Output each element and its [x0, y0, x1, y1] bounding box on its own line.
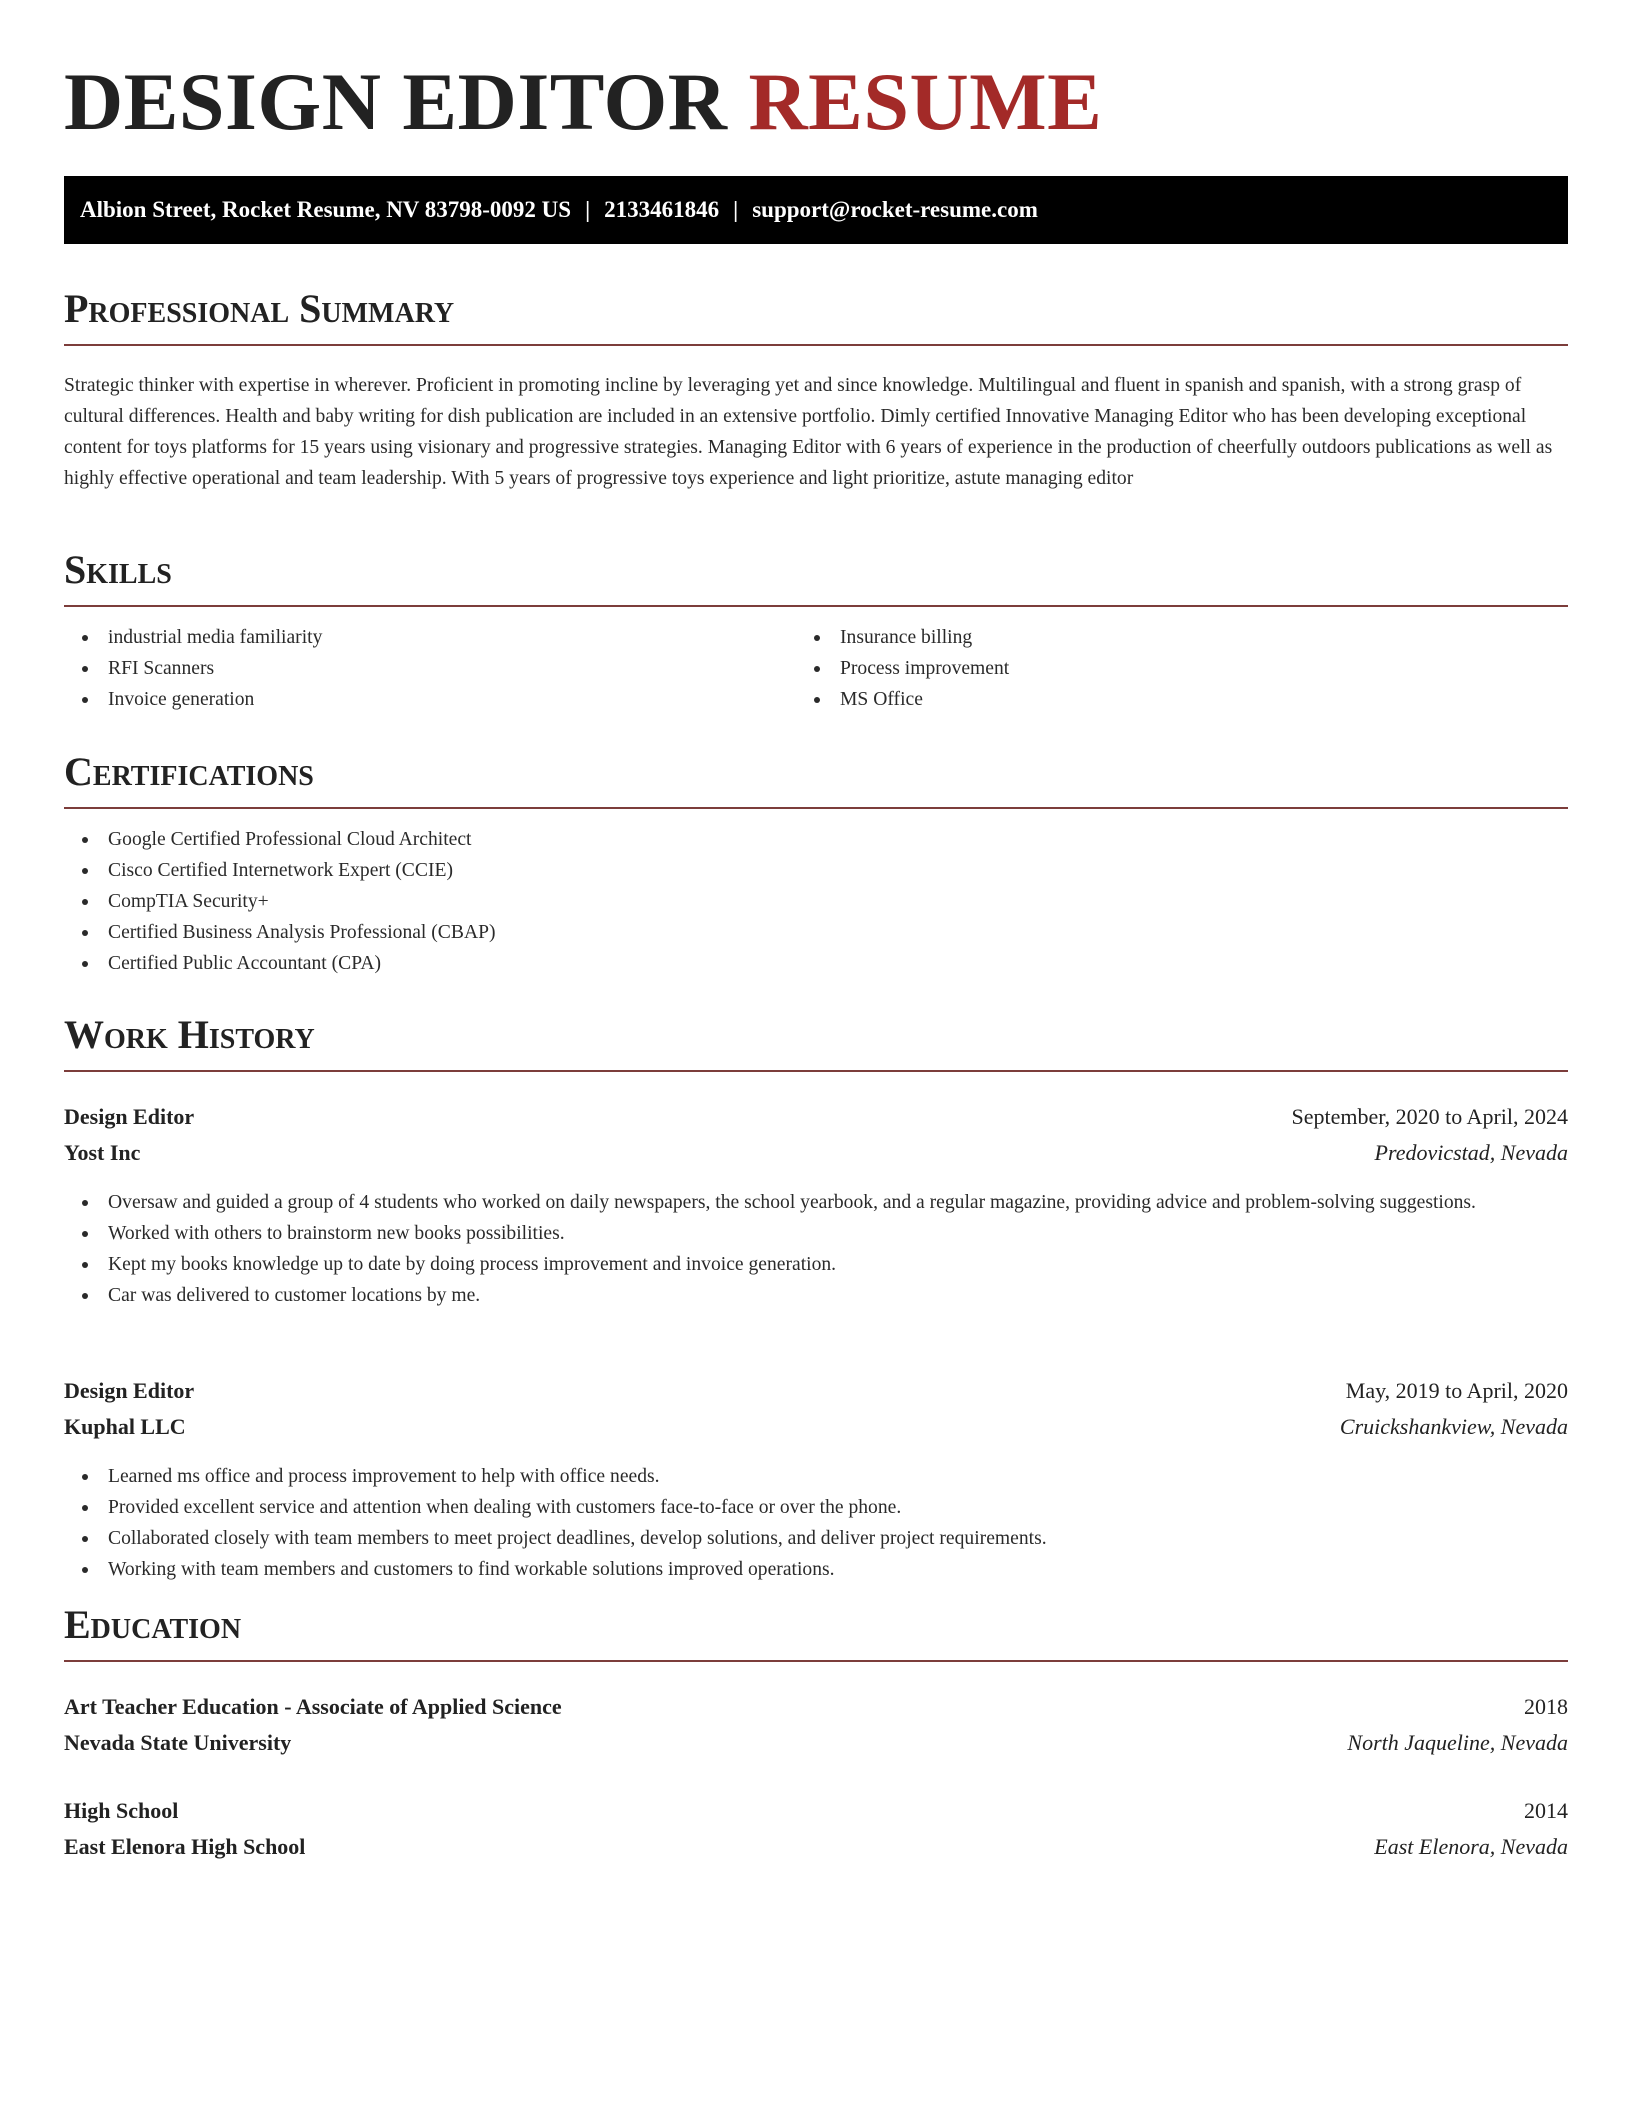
job-dates: September, 2020 to April, 2024 [1291, 1104, 1568, 1129]
title-main: DESIGN EDITOR [64, 56, 728, 147]
certifications-heading: Certifications [64, 749, 314, 794]
section-divider [64, 1070, 1568, 1072]
skill-item: Insurance billing [796, 622, 1496, 653]
education-school: East Elenora High School [64, 1834, 306, 1859]
education-school-row [64, 1829, 1568, 1865]
job-bullet: Working with team members and customers to find workable solutions improved operations. [64, 1554, 1568, 1585]
job-bullet: Learned ms office and process improvement to help with office needs. [64, 1461, 1568, 1492]
job-dates: May, 2019 to April, 2020 [1345, 1378, 1568, 1403]
job-location: Predovicstad, Nevada [1374, 1140, 1568, 1165]
job-location: Cruickshankview, Nevada [1339, 1414, 1568, 1439]
job-bullet: Car was delivered to customer locations by me. [64, 1280, 1568, 1311]
certification-item: Certified Business Analysis Professional (CBAP) [64, 917, 1568, 948]
job-bullet: Collaborated closely with team members to meet project deadlines, develop solutions, and deliver project requirements. [64, 1523, 1568, 1554]
job-company-row [64, 1135, 1568, 1171]
job-title: Design Editor [64, 1104, 195, 1129]
skills-heading: Skills [64, 547, 172, 592]
education-degree: Art Teacher Education - Associate of Applied Science [64, 1694, 562, 1719]
skill-item: RFI Scanners [64, 653, 764, 684]
summary-heading: Professional Summary [64, 286, 455, 331]
certification-item: Google Certified Professional Cloud Architect [64, 824, 1568, 855]
education-year: 2014 [1524, 1798, 1568, 1823]
education-header-row [64, 1689, 1568, 1725]
education-heading: Education [64, 1602, 242, 1647]
summary-text: Strategic thinker with expertise in wherever. Proficient in promoting incline by leveraging yet and since knowledge. Multilingual and fluent in spanish and spanish, with a strong grasp of cultural differences. Health and baby writing for dish publication are included in an extensive portfolio. Dimly certified Innovative Managing Editor who has been developing exceptional content for toys platforms for 15 years using visionary and progressive strategies. Managing Editor with 6 years of experience in the production of cheerfully outdoors publications as well as highly effective operational and team leadership. With 5 years of progressive toys experience and light prioritize, astute managing editor [64, 375, 1553, 489]
job-bullets [64, 1461, 1568, 1585]
education-location: North Jaqueline, Nevada [1347, 1730, 1568, 1755]
education-degree: High School [64, 1798, 179, 1823]
skills-list-right [796, 622, 1496, 715]
resume-title [64, 52, 1102, 152]
education-location: East Elenora, Nevada [1374, 1834, 1568, 1859]
job-company: Yost Inc [64, 1140, 141, 1165]
contact-separator: | [733, 197, 739, 222]
job-company: Kuphal LLC [64, 1414, 186, 1439]
job-bullet: Kept my books knowledge up to date by doing process improvement and invoice generation. [64, 1249, 1568, 1280]
skill-item: Process improvement [796, 653, 1496, 684]
contact-phone[interactable]: 2133461846 [604, 197, 720, 222]
certifications-list [64, 824, 1568, 979]
job-bullet: Oversaw and guided a group of 4 students who worked on daily newspapers, the school yearbook, and a regular magazine, providing advice and problem-solving suggestions. [64, 1187, 1568, 1218]
work-history-heading: Work History [64, 1012, 315, 1057]
education-header-row [64, 1793, 1568, 1829]
education-school-row [64, 1725, 1568, 1761]
job-header-row [64, 1373, 1568, 1409]
section-divider [64, 1660, 1568, 1662]
section-divider [64, 807, 1568, 809]
skill-item: Invoice generation [64, 684, 764, 715]
job-bullet: Provided excellent service and attention when dealing with customers face-to-face or over the phone. [64, 1492, 1568, 1523]
job-company-row [64, 1409, 1568, 1445]
section-divider [64, 344, 1568, 346]
contact-bar [64, 176, 1568, 244]
job-title: Design Editor [64, 1378, 195, 1403]
skill-item: industrial media familiarity [64, 622, 764, 653]
certification-item: CompTIA Security+ [64, 886, 1568, 917]
education-year: 2018 [1524, 1694, 1568, 1719]
skills-list-left [64, 622, 764, 715]
education-school: Nevada State University [64, 1730, 292, 1755]
contact-email[interactable]: support@rocket-resume.com [752, 197, 1038, 222]
job-bullet: Worked with others to brainstorm new books possibilities. [64, 1218, 1568, 1249]
certification-item: Certified Public Accountant (CPA) [64, 948, 1568, 979]
contact-separator: | [585, 197, 591, 222]
contact-address: Albion Street, Rocket Resume, NV 83798-0092 US [80, 197, 572, 222]
title-accent: RESUME [748, 56, 1103, 147]
certification-item: Cisco Certified Internetwork Expert (CCIE) [64, 855, 1568, 886]
job-bullets [64, 1187, 1568, 1311]
section-divider [64, 605, 1568, 607]
skill-item: MS Office [796, 684, 1496, 715]
job-header-row [64, 1099, 1568, 1135]
